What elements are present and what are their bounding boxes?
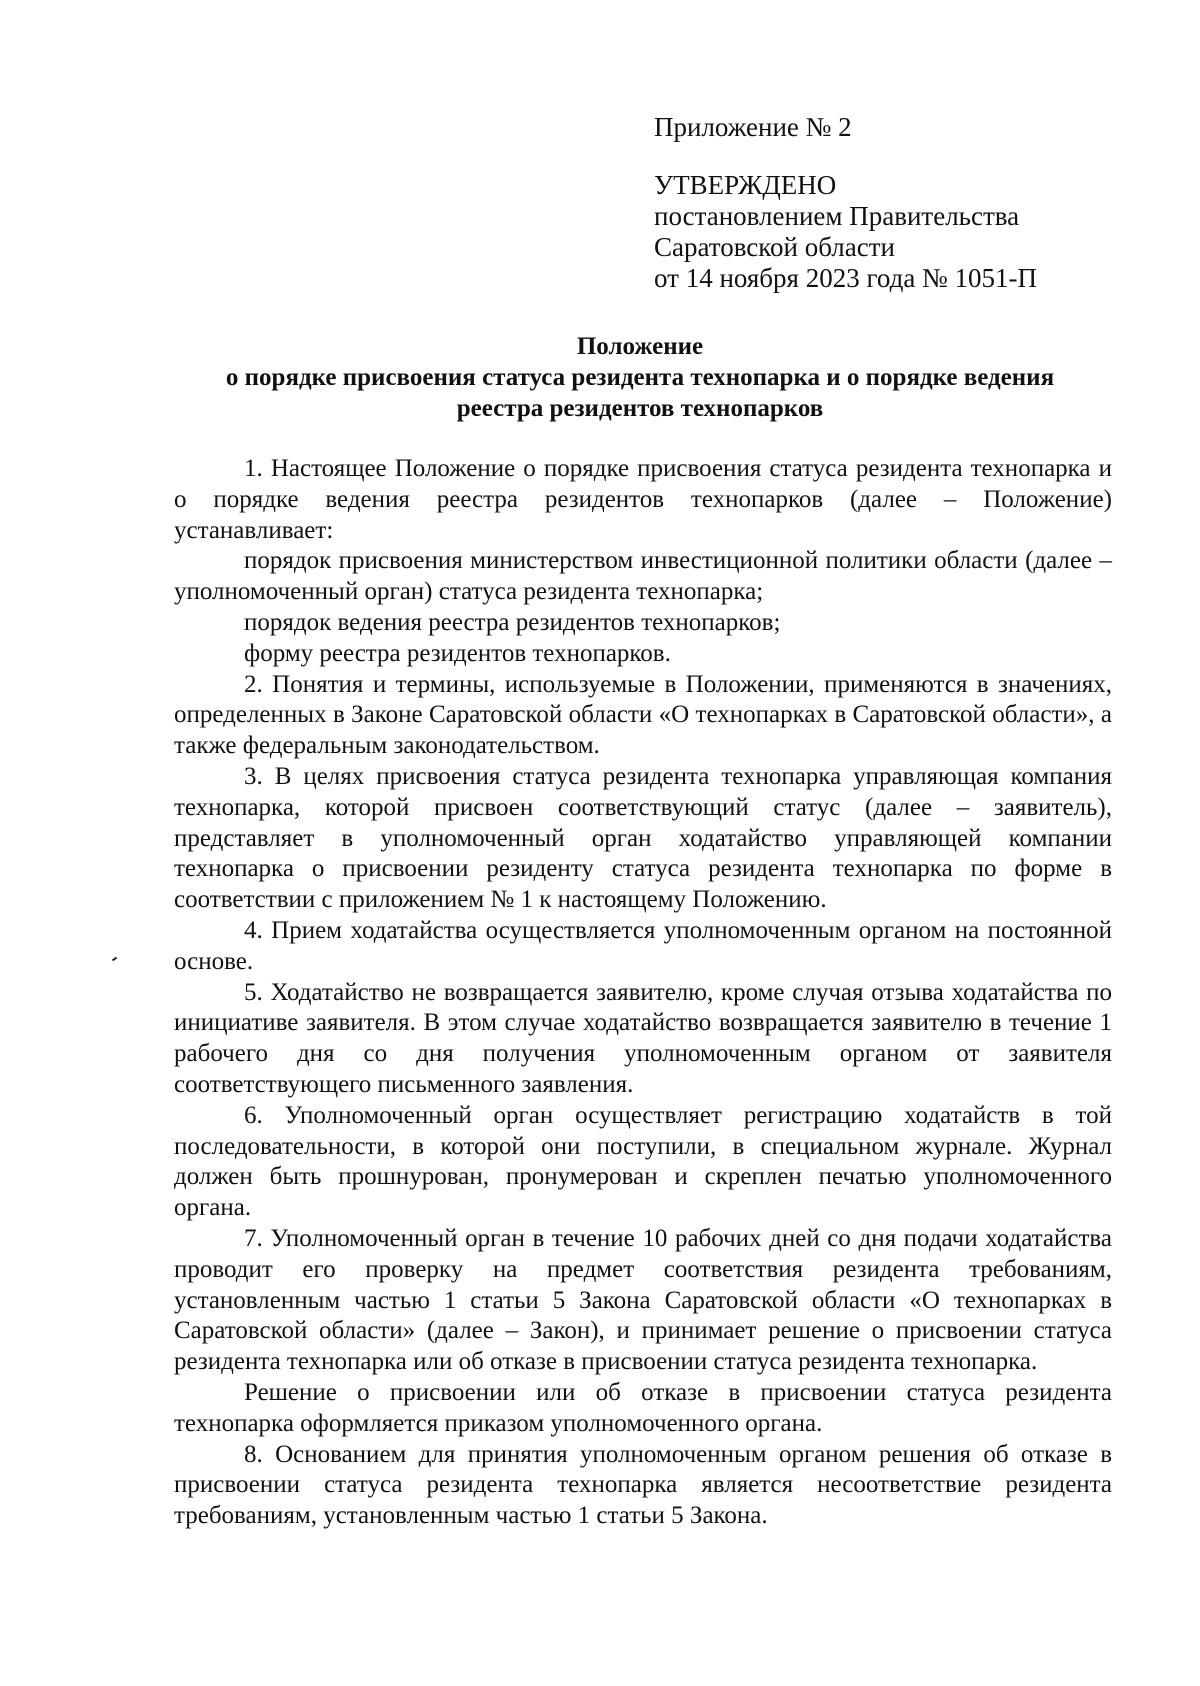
paragraph-1-item-3: форму реестра резидентов технопарков. — [244, 639, 671, 667]
scan-speck — [112, 957, 117, 962]
approval-date-line: от 14 ноября 2023 года № 1051-П — [654, 263, 1038, 293]
paragraph-2: 2. Понятия и термины, используемые в Положении, применяются в значениях, определенных в Законе Саратовской области «О технопарках в Саратовской области», а также федеральным законодательством. — [174, 670, 1112, 760]
approved-by-line-1: постановлением Правительства — [654, 201, 1020, 231]
approved-by-line-2: Саратовской области — [654, 232, 895, 262]
approved-heading: УТВЕРЖДЕНО — [654, 170, 837, 200]
title-line-2: о порядке присвоения статуса резидента технопарка и о порядке ведения — [225, 364, 1055, 391]
title-line-3: реестра резидентов технопарков — [456, 395, 824, 422]
paragraph-4: 4. Прием ходатайства осуществляется уполномоченным органом на постоянной основе. — [174, 916, 1112, 975]
paragraph-3: 3. В целях присвоения статуса резидента технопарка управляющая компания технопарка, которой присвоен соответствующий статус (далее – заявитель), представляет в уполномоченный орган ходатайство управляющей компании технопарка о присвоении резиденту статуса резидента технопарка по форме в соответствии с приложением № 1 к настоящему Положению. — [174, 762, 1112, 914]
paragraph-1-item-2: порядок ведения реестра резидентов технопарков; — [244, 608, 781, 636]
paragraph-5: 5. Ходатайство не возвращается заявителю, кроме случая отзыва ходатайства по инициативе заявителя. В этом случае ходатайство возвращается заявителю в течение 1 рабочего дня со дня получения уполномоченным органом от заявителя соответствующего письменного заявления. — [174, 978, 1112, 1098]
paragraph-7: 7. Уполномоченный орган в течение 10 рабочих дней со дня подачи ходатайства проводит его проверку на предмет соответствия резидента требованиям, установленным частью 1 статьи 5 Закона Саратовской области «О технопарках в Саратовской области» (далее – Закон), и принимает решение о присвоении статуса резидента технопарка или об отказе в присвоении статуса резидента технопарка. — [174, 1224, 1112, 1376]
approval-stamp-block — [654, 112, 1037, 294]
annex-number: Приложение № 2 — [654, 112, 852, 142]
paragraph-8: 8. Основанием для принятия уполномоченным органом решения об отказе в присвоении статуса резидента технопарка является несоответствие резидента требованиям, установленным частью 1 статьи 5 Закона. — [174, 1440, 1112, 1530]
paragraph-1-item-1: порядок присвоения министерством инвестиционной политики области (далее – уполномоченный орган) статуса резидента технопарка; — [174, 547, 1112, 606]
paragraph-7-decision: Решение о присвоении или об отказе в присвоении статуса резидента технопарка оформляется приказом уполномоченного органа. — [174, 1378, 1112, 1437]
document-body — [174, 454, 1112, 1532]
title-line-1: Положение — [576, 333, 704, 360]
paragraph-1: 1. Настоящее Положение о порядке присвоения статуса резидента технопарка и о порядке ведения реестра резидентов технопарков (далее – Положение) устанавливает: — [174, 455, 1112, 544]
document-title — [150, 331, 1130, 424]
paragraph-6: 6. Уполномоченный орган осуществляет регистрацию ходатайств в той последовательности, в которой они поступили, в специальном журнале. Журнал должен быть прошнурован, пронумерован и скреплен печатью уполномоченного органа. — [174, 1101, 1112, 1222]
